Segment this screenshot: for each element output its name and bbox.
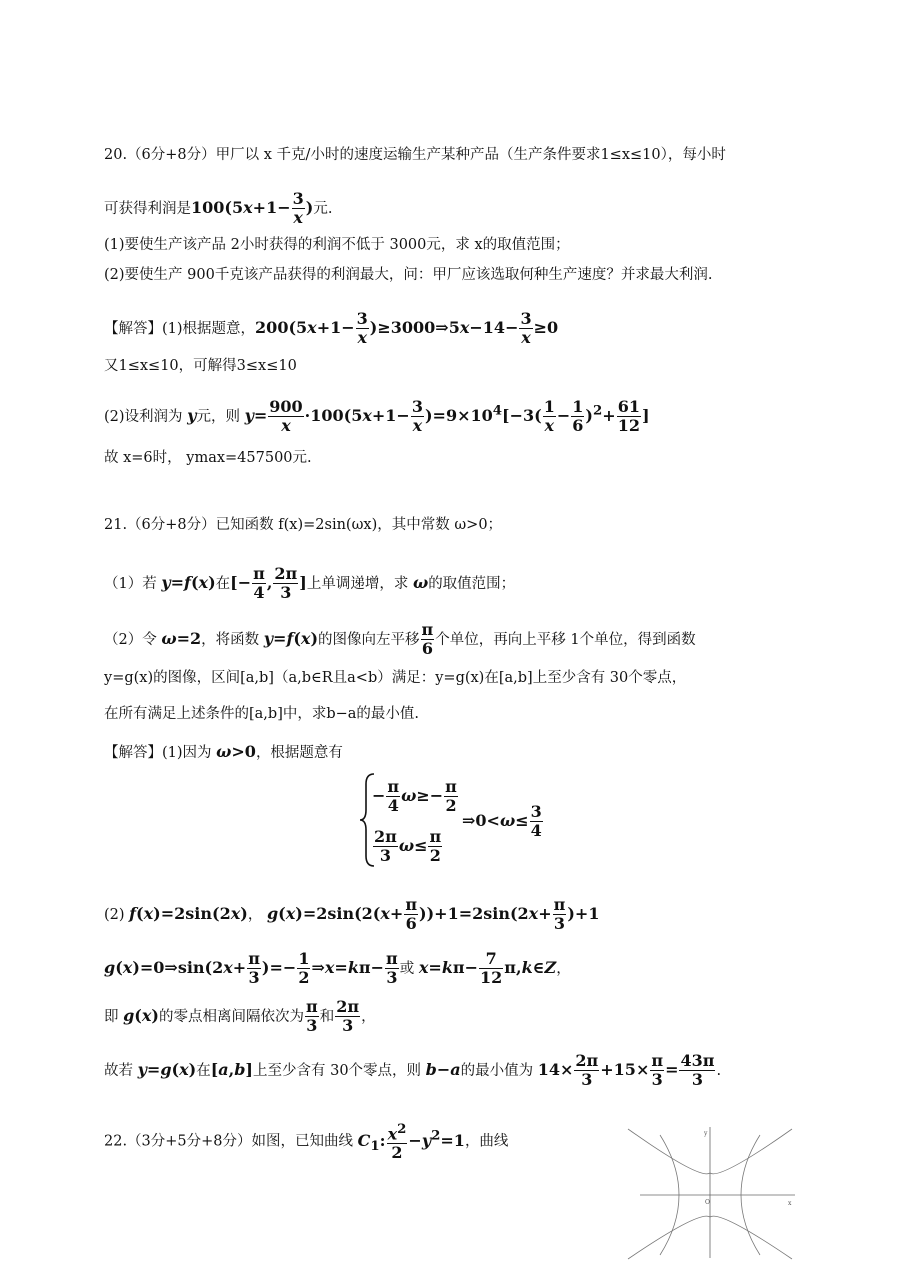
q21-part2a: （2）令 ω=2，将函数 y=f(x)的图像向左平移 $\frac{\pi}{6}$ 个单位，再向上平移 1个单位，得到函数 bbox=[104, 620, 696, 658]
q21-part2c: 在所有满足上述条件的[a,b]中，求b−a的最小值. bbox=[104, 706, 420, 722]
x-axis-label: x bbox=[788, 1200, 792, 1207]
q20-answer-2: 又1≤x≤10，可解得3≤x≤10 bbox=[104, 358, 297, 374]
q21-line1: 21.（6分+8分）已知函数 f(x)=2sin(ωx)，其中常数 ω>0； bbox=[104, 517, 503, 533]
q21-answer-1: 【解答】(1)因为 ω>0，根据题意有 bbox=[104, 742, 343, 761]
q21-answer-5: 故若 y=g(x)在[a,b]上至少含有 30个零点，则 b−a的最小值为 14× $\frac{2\pi}{3}$ +15× $\frac{\pi}{3}$ = $\frac{43\pi}{3}$ . bbox=[104, 1051, 722, 1089]
system-row-1: − $\frac{\pi}{4}$ ω≥− $\frac{\pi}{2}$ bbox=[372, 777, 457, 815]
q21-answer-4: 即 g(x)的零点相离间隔依次为 $\frac{\pi}{3}$ 和 $\frac{2\pi}{3}$ ， bbox=[104, 997, 376, 1035]
system-row-2: $\frac{2\pi}{3}$ ω≤ $\frac{\pi}{2}$ bbox=[374, 827, 442, 865]
hyperbola-graph bbox=[620, 1125, 800, 1260]
q20-answer-1: 【解答】(1)根据题意，200(5x+1− $\frac{3}{x}$ )≥3000⇒5x−14− $\frac{3}{x}$ ≥0 bbox=[104, 309, 559, 347]
q20-part1: (1)要使生产该产品 2小时获得的利润不低于 3000元，求 x的取值范围； bbox=[104, 237, 570, 253]
origin-label: O bbox=[705, 1199, 710, 1206]
q21-part2b: y=g(x)的图像，区间[a,b]（a,b∈R且a<b）满足：y=g(x)在[a,b]上至少含有 30个零点， bbox=[104, 670, 687, 686]
q21-part1: （1）若 y=f(x)在[− $\frac{\pi}{4}$ , $\frac{2\pi}{3}$ ]上单调递增，求 ω的取值范围； bbox=[104, 564, 516, 602]
q20-line2: 可获得利润是100(5x+1− $\frac{3}{x}$ )元. bbox=[104, 189, 333, 227]
q20-part2: (2)要使生产 900千克该产品获得的利润最大，问：甲厂应该选取何种生产速度？并求最大利润. bbox=[104, 267, 713, 283]
q20-answer-3: (2)设利润为 y元，则 y= $\frac{900}{x}$ ·100(5x+1− $\frac{3}{x}$ )$=9\times 10^4[-3$( $\frac{1}{x}$ − $\frac{1}{6}$ )$^2$+ $\frac{61}{12}$ ] bbox=[104, 397, 650, 435]
q20-line1: 20.（6分+8分）甲厂以 x 千克/小时的速度运输生产某种产品（生产条件要求1≤x≤10），每小时 bbox=[104, 147, 726, 163]
y-axis-label: y bbox=[704, 1130, 708, 1137]
system-result: ⇒0<ω≤ $\frac{3}{4}$ bbox=[462, 802, 542, 840]
q21-answer-2: (2) f(x)=2sin(2x)， g(x)=2sin(2(x+ $\frac{\pi}{6}$ ))+1=2sin(2x+ $\frac{\pi}{3}$ )+1 bbox=[104, 895, 600, 933]
q21-answer-3: g(x)=0⇒sin(2x+ $\frac{\pi}{3}$ )=− $\frac{1}{2}$ ⇒x=kπ− $\frac{\pi}{3}$ 或 x=kπ− $\frac{7}{12}$ π,k∈Z， bbox=[104, 949, 571, 987]
q20-answer-4: 故 x=6时， ymax=457500元. bbox=[104, 450, 312, 466]
inequality-system bbox=[358, 772, 598, 872]
q22-line1: 22.（3分+5分+8分）如图，已知曲线 $C_1$: $\frac{x^2}{2}$ $-y^2=1$，曲线 bbox=[104, 1121, 509, 1163]
